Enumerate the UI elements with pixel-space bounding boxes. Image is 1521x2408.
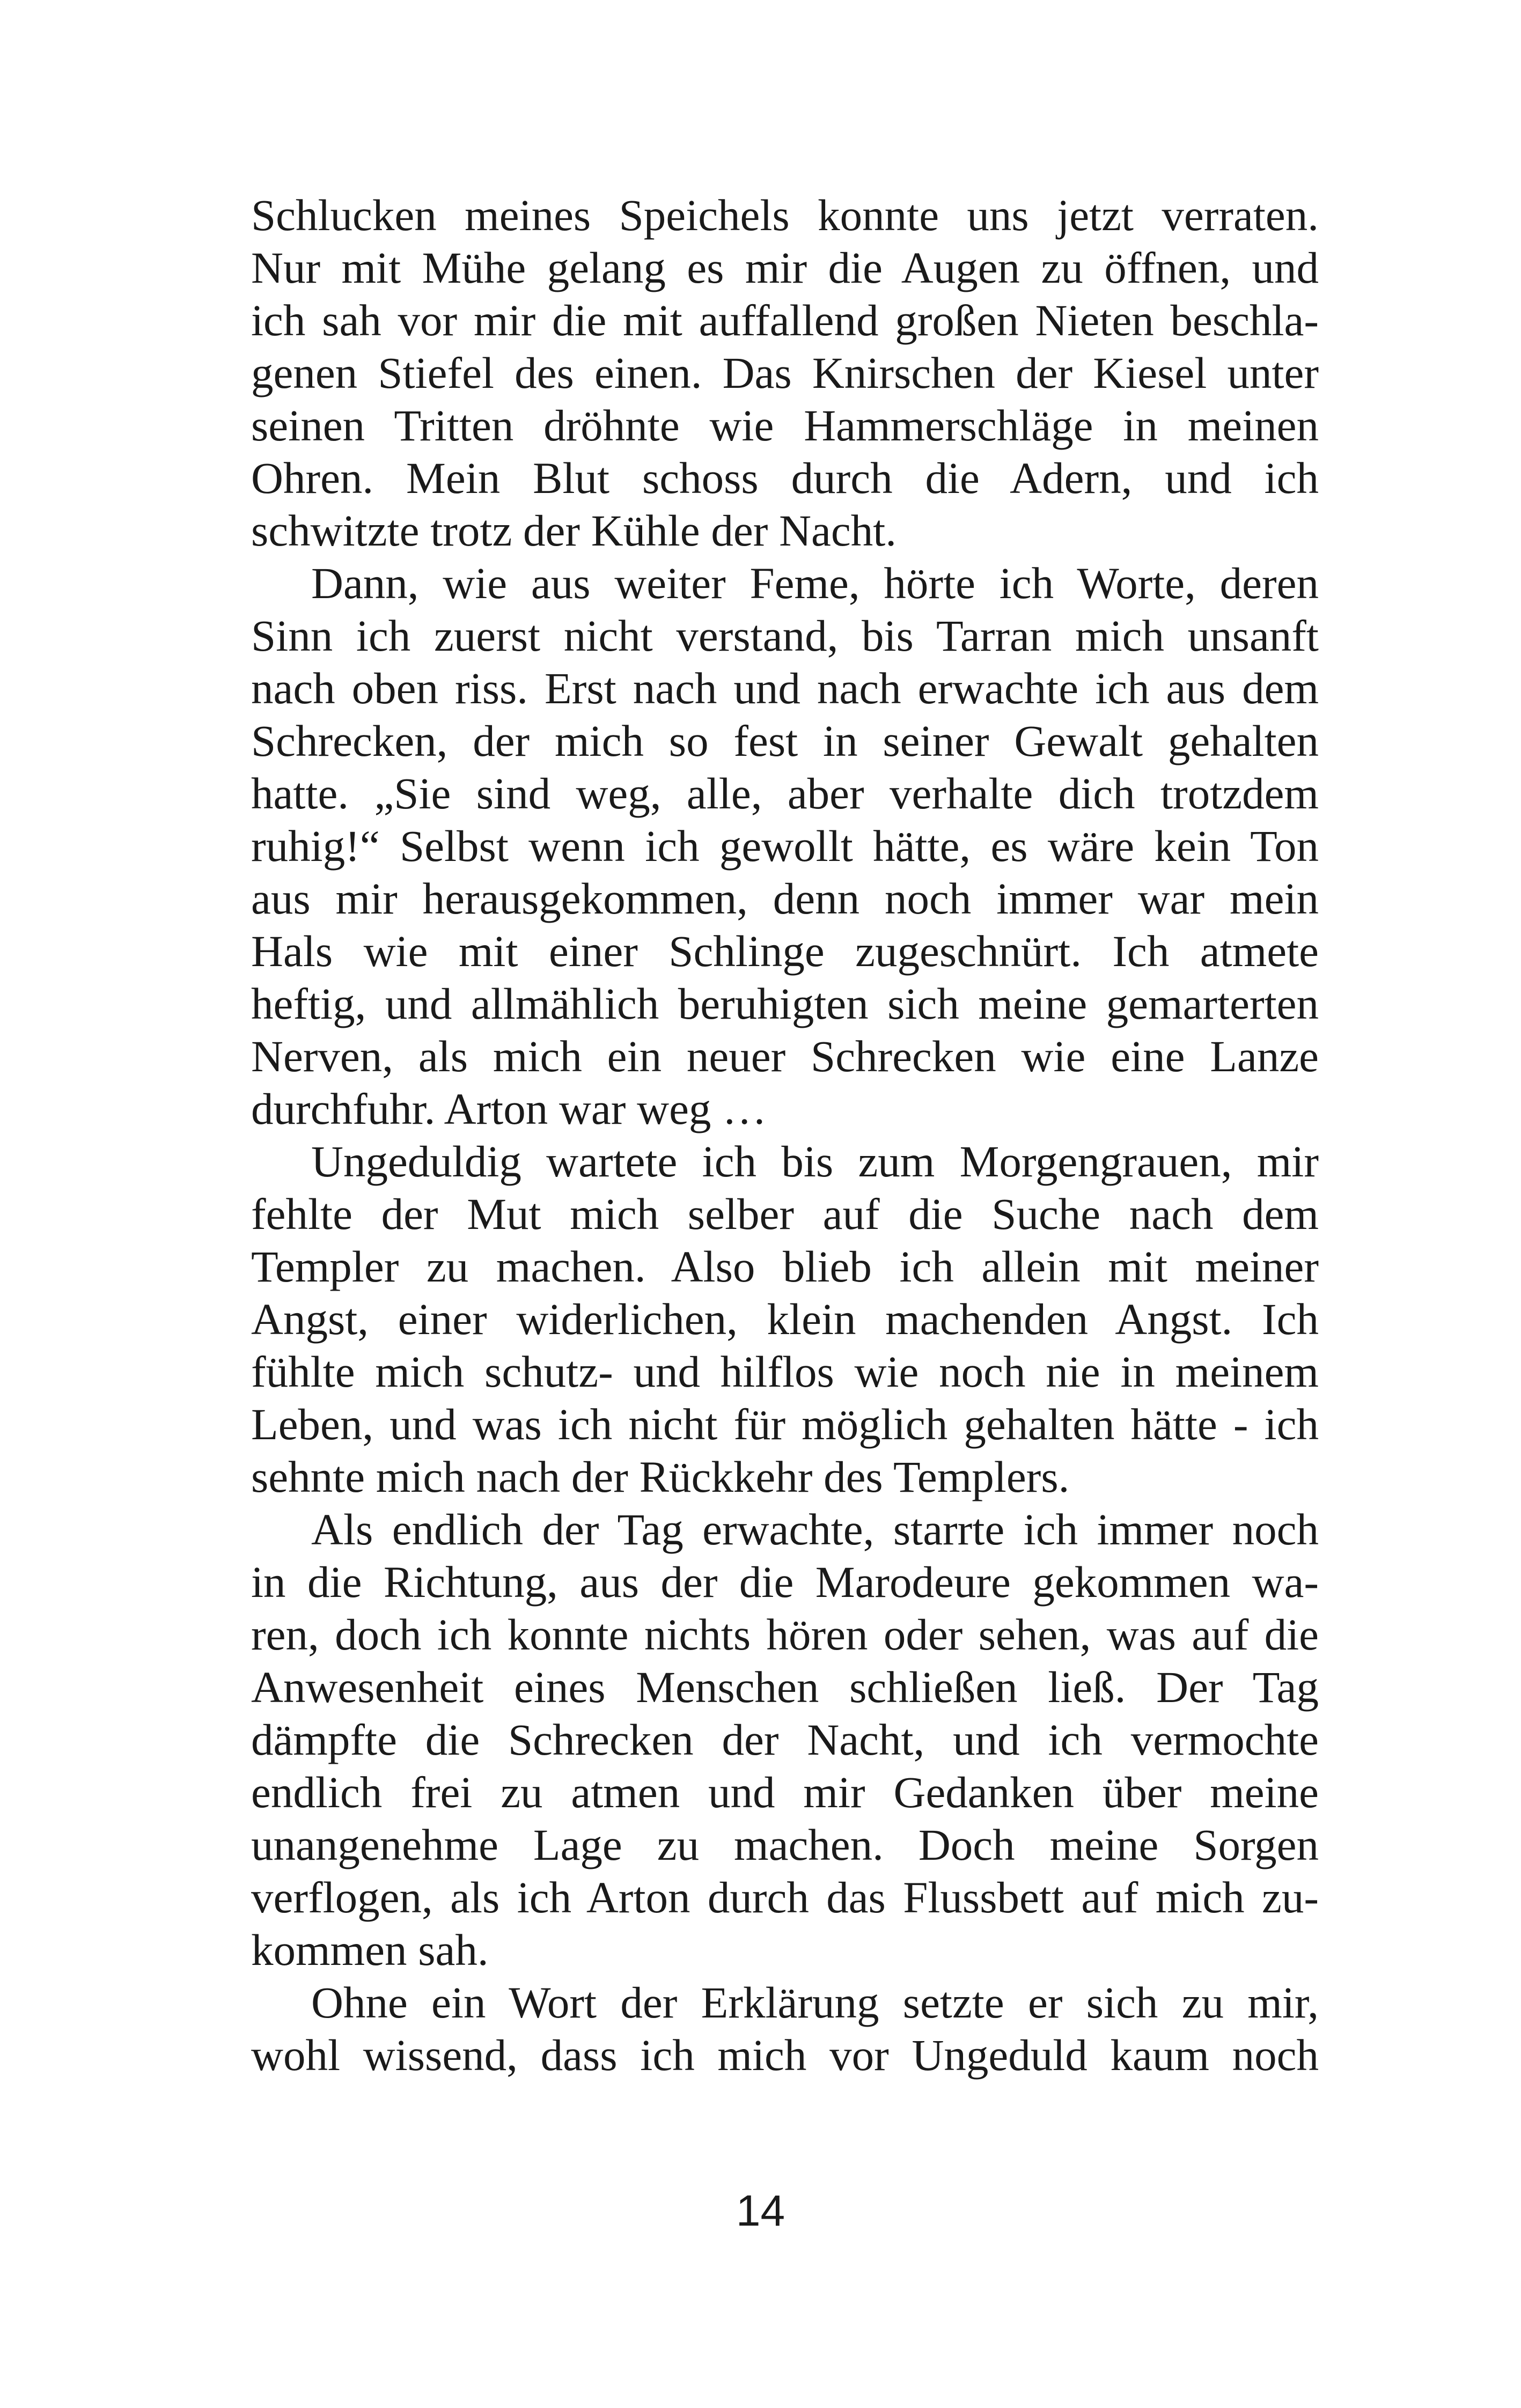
text-line: ruhig!“ Selbst wenn ich gewollt hätte, es wäre kein Ton [251,821,1319,871]
text-line: schwitzte trotz der Kühle der Nacht. [251,506,897,555]
text-line: Templer zu machen. Also blieb ich allein mit meiner [251,1242,1319,1291]
paragraph [251,1135,1319,1503]
text-line: Sinn ich zuerst nicht verstand, bis Tarran mich unsanft [251,611,1319,660]
text-line: fehlte der Mut mich selber auf die Suche nach dem [251,1189,1319,1239]
text-line: Dann, wie aus weiter Feme, hörte ich Worte, deren [311,558,1319,608]
text-line: ren, doch ich konnte nichts hören oder sehen, was auf die [251,1610,1319,1659]
text-line: ich sah vor mir die mit auffallend großen Nieten beschla- [251,296,1319,345]
text-line: Schlucken meines Speichels konnte uns jetzt verraten. [251,190,1319,240]
text-line: kommen sah. [251,1925,489,1975]
text-line: Anwesenheit eines Menschen schließen ließ. Der Tag [251,1662,1319,1712]
paragraph [251,189,1319,557]
text-line: Nerven, als mich ein neuer Schrecken wie eine Lanze [251,1032,1319,1081]
paragraph [251,1976,1319,2081]
text-line: Nur mit Mühe gelang es mir die Augen zu öffnen, und [251,243,1319,292]
text-line: hatte. „Sie sind weg, alle, aber verhalte dich trotzdem [251,769,1319,818]
text-line: sehnte mich nach der Rückkehr des Templers. [251,1452,1070,1501]
text-line: Ohne ein Wort der Erklärung setzte er sich zu mir, [311,1978,1319,2027]
text-line: Angst, einer widerlichen, klein machenden Angst. Ich [251,1294,1319,1344]
text-line: endlich frei zu atmen und mir Gedanken über meine [251,1768,1319,1817]
text-line: verflogen, als ich Arton durch das Flussbett auf mich zu- [251,1873,1319,1922]
text-line: fühlte mich schutz- und hilflos wie noch nie in meinem [251,1347,1319,1396]
text-line: Als endlich der Tag erwachte, starrte ich immer noch [311,1505,1319,1554]
text-line: nach oben riss. Erst nach und nach erwachte ich aus dem [251,664,1319,713]
paragraph [251,557,1319,1135]
text-line: Schrecken, der mich so fest in seiner Gewalt gehalten [251,716,1319,765]
text-line: durchfuhr. Arton war weg … [251,1084,767,1133]
text-line: Ungeduldig wartete ich bis zum Morgengrauen, mir [311,1137,1319,1186]
text-line: genen Stiefel des einen. Das Knirschen der Kiesel unter [251,348,1319,397]
text-line: wohl wissend, dass ich mich vor Ungeduld kaum noch [251,2030,1319,2080]
text-line: dämpfte die Schrecken der Nacht, und ich vermochte [251,1715,1319,1764]
text-line: in die Richtung, aus der die Marodeure gekommen wa- [251,1557,1319,1607]
text-line: aus mir herausgekommen, denn noch immer war mein [251,874,1319,923]
text-line: heftig, und allmählich beruhigten sich meine gemarterten [251,979,1319,1028]
body-text [251,189,1319,2081]
paragraph [251,1503,1319,1976]
text-line: seinen Tritten dröhnte wie Hammerschläge in meinen [251,401,1319,450]
text-line: unangenehme Lage zu machen. Doch meine Sorgen [251,1820,1319,1869]
page-number: 14 [736,2186,785,2235]
text-line: Ohren. Mein Blut schoss durch die Adern, und ich [251,453,1319,503]
text-line: Leben, und was ich nicht für möglich gehalten hätte - ich [251,1400,1319,1449]
text-line: Hals wie mit einer Schlinge zugeschnürt. Ich atmete [251,926,1319,976]
